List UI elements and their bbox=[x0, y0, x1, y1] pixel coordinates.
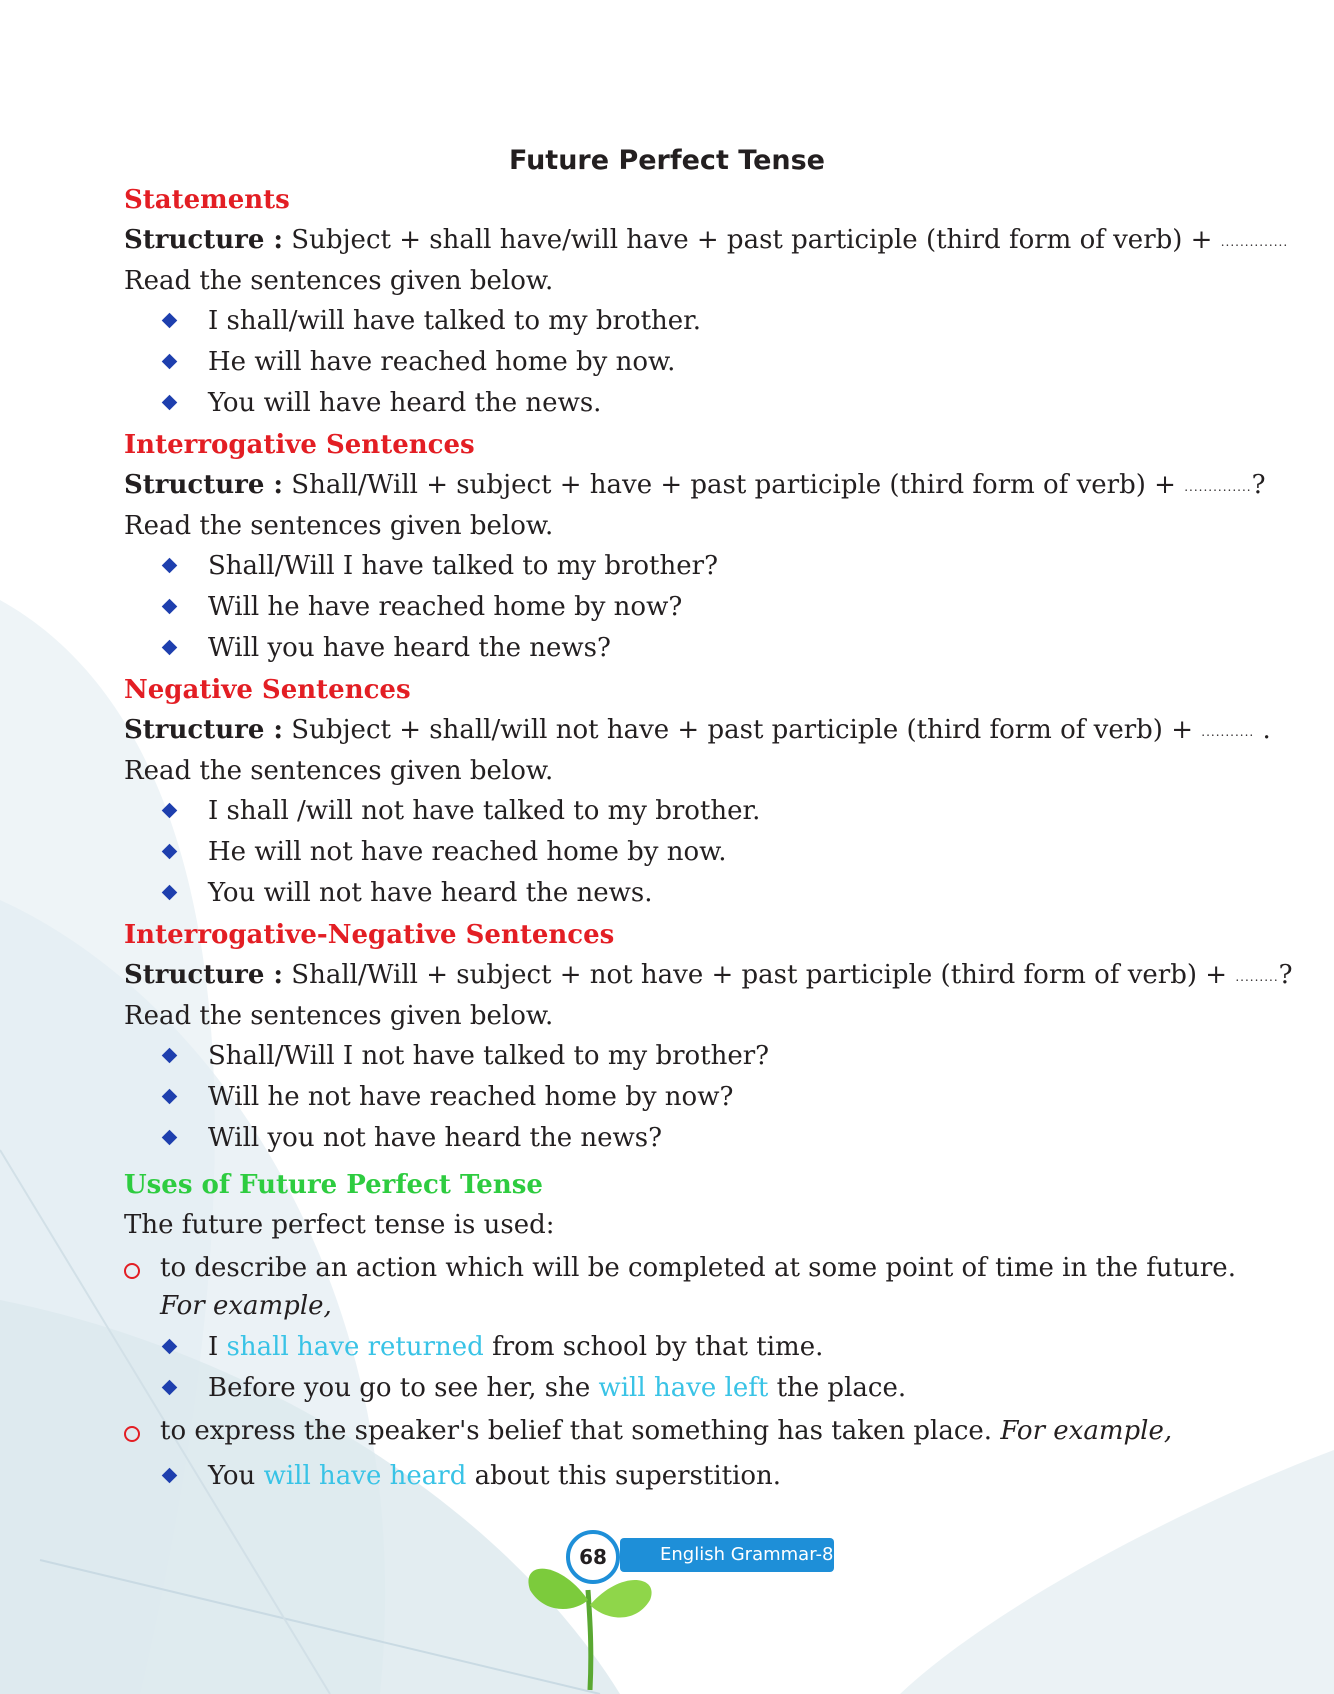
list-item-text: Will you not have heard the news? bbox=[208, 1123, 663, 1153]
list-item bbox=[172, 1121, 662, 1155]
read-line: Read the sentences given below. bbox=[124, 511, 554, 541]
diamond-bullet-icon bbox=[162, 1380, 178, 1396]
diamond-bullet-icon bbox=[162, 395, 178, 411]
structure-end: ? bbox=[1278, 960, 1293, 990]
use-description: to describe an action which will be completed at some point of time in the future. bbox=[160, 1253, 1236, 1283]
diamond-bullet-icon bbox=[162, 558, 178, 574]
diamond-bullet-icon bbox=[162, 1048, 178, 1064]
use-description-text: to express the speaker's belief that something has taken place. bbox=[160, 1416, 1001, 1446]
read-line: Read the sentences given below. bbox=[124, 266, 554, 296]
structure-text: Subject + shall/will not have + past participle (third form of verb) + bbox=[283, 715, 1202, 745]
list-item bbox=[172, 304, 701, 338]
list-item-text: Shall/Will I have talked to my brother? bbox=[208, 551, 719, 581]
list-item-text: Shall/Will I not have talked to my brother? bbox=[208, 1041, 770, 1071]
list-item bbox=[172, 835, 727, 869]
circle-bullet-icon bbox=[124, 1263, 140, 1279]
structure-label: Structure : bbox=[124, 715, 284, 745]
use-description bbox=[160, 1414, 1172, 1448]
list-item bbox=[172, 549, 718, 583]
page-number: 68 bbox=[566, 1530, 620, 1584]
list-item-text: I shall /will not have talked to my brother. bbox=[208, 796, 761, 826]
section-heading-interrogative: Interrogative Sentences bbox=[124, 430, 475, 460]
structure-label: Structure : bbox=[124, 470, 284, 500]
diamond-bullet-icon bbox=[162, 1130, 178, 1146]
list-item bbox=[172, 386, 601, 420]
diamond-bullet-icon bbox=[162, 599, 178, 615]
structure-line bbox=[124, 223, 1288, 259]
section-heading-uses: Uses of Future Perfect Tense bbox=[124, 1170, 543, 1200]
diamond-bullet-icon bbox=[162, 885, 178, 901]
verb-highlight: will have heard bbox=[263, 1461, 467, 1491]
structure-end: . bbox=[1254, 715, 1271, 745]
example-label: For example, bbox=[160, 1291, 332, 1321]
blank-dots: .............. bbox=[1184, 480, 1252, 494]
example-text-before: You bbox=[208, 1461, 264, 1491]
list-item-text: You will have heard the news. bbox=[208, 388, 602, 418]
verb-highlight: shall have returned bbox=[226, 1332, 484, 1362]
example-item bbox=[172, 1459, 781, 1493]
example-text bbox=[208, 1461, 781, 1491]
list-item bbox=[172, 631, 611, 665]
list-item bbox=[172, 1039, 769, 1073]
structure-end: ? bbox=[1251, 470, 1266, 500]
example-text bbox=[208, 1332, 823, 1362]
diamond-bullet-icon bbox=[162, 844, 178, 860]
example-text bbox=[208, 1373, 906, 1403]
list-item-text: He will have reached home by now. bbox=[208, 347, 676, 377]
structure-text: Shall/Will + subject + have + past participle (third form of verb) + bbox=[283, 470, 1185, 500]
diamond-bullet-icon bbox=[162, 640, 178, 656]
blank-dots: ........... bbox=[1201, 725, 1255, 739]
structure-text: Shall/Will + subject + not have + past participle (third form of verb) + bbox=[283, 960, 1236, 990]
example-text-before: Before you go to see her, she bbox=[208, 1373, 599, 1403]
read-line: Read the sentences given below. bbox=[124, 1001, 554, 1031]
section-heading-interrogative-negative: Interrogative-Negative Sentences bbox=[124, 920, 615, 950]
list-item-text: You will not have heard the news. bbox=[208, 878, 653, 908]
example-text-after: about this superstition. bbox=[466, 1461, 782, 1491]
structure-line bbox=[124, 713, 1271, 749]
list-item-text: Will he not have reached home by now? bbox=[208, 1082, 734, 1112]
book-title: English Grammar-8 bbox=[660, 1544, 834, 1565]
example-item bbox=[172, 1330, 823, 1364]
diamond-bullet-icon bbox=[162, 354, 178, 370]
list-item-text: Will he have reached home by now? bbox=[208, 592, 683, 622]
section-heading-statements: Statements bbox=[124, 185, 290, 215]
structure-text: Subject + shall have/will have + past participle (third form of verb) + bbox=[283, 225, 1221, 255]
list-item-text: Will you have heard the news? bbox=[208, 633, 611, 663]
diamond-bullet-icon bbox=[162, 313, 178, 329]
structure-line bbox=[124, 468, 1266, 504]
diamond-bullet-icon bbox=[162, 1089, 178, 1105]
diamond-bullet-icon bbox=[162, 1468, 178, 1484]
example-text-after: from school by that time. bbox=[483, 1332, 824, 1362]
list-item bbox=[172, 345, 675, 379]
read-line: Read the sentences given below. bbox=[124, 756, 554, 786]
list-item bbox=[172, 590, 682, 624]
list-item bbox=[172, 1080, 733, 1114]
uses-intro: The future perfect tense is used: bbox=[124, 1210, 555, 1240]
structure-line bbox=[124, 958, 1293, 994]
structure-label: Structure : bbox=[124, 225, 284, 255]
diamond-bullet-icon bbox=[162, 803, 178, 819]
blank-dots: .............. bbox=[1220, 235, 1289, 249]
list-item bbox=[172, 794, 760, 828]
list-item-text: I shall/will have talked to my brother. bbox=[208, 306, 701, 336]
example-text-after: the place. bbox=[768, 1373, 907, 1403]
example-label: For example, bbox=[1000, 1416, 1173, 1446]
example-item bbox=[172, 1371, 906, 1405]
diamond-bullet-icon bbox=[162, 1339, 178, 1355]
circle-bullet-icon bbox=[124, 1426, 140, 1442]
page-title: Future Perfect Tense bbox=[508, 145, 825, 176]
list-item bbox=[172, 876, 653, 910]
section-heading-negative: Negative Sentences bbox=[124, 675, 411, 705]
blank-dots: ......... bbox=[1235, 970, 1279, 984]
structure-label: Structure : bbox=[124, 960, 284, 990]
verb-highlight: will have left bbox=[598, 1373, 769, 1403]
example-text-before: I bbox=[208, 1332, 227, 1362]
list-item-text: He will not have reached home by now. bbox=[208, 837, 727, 867]
